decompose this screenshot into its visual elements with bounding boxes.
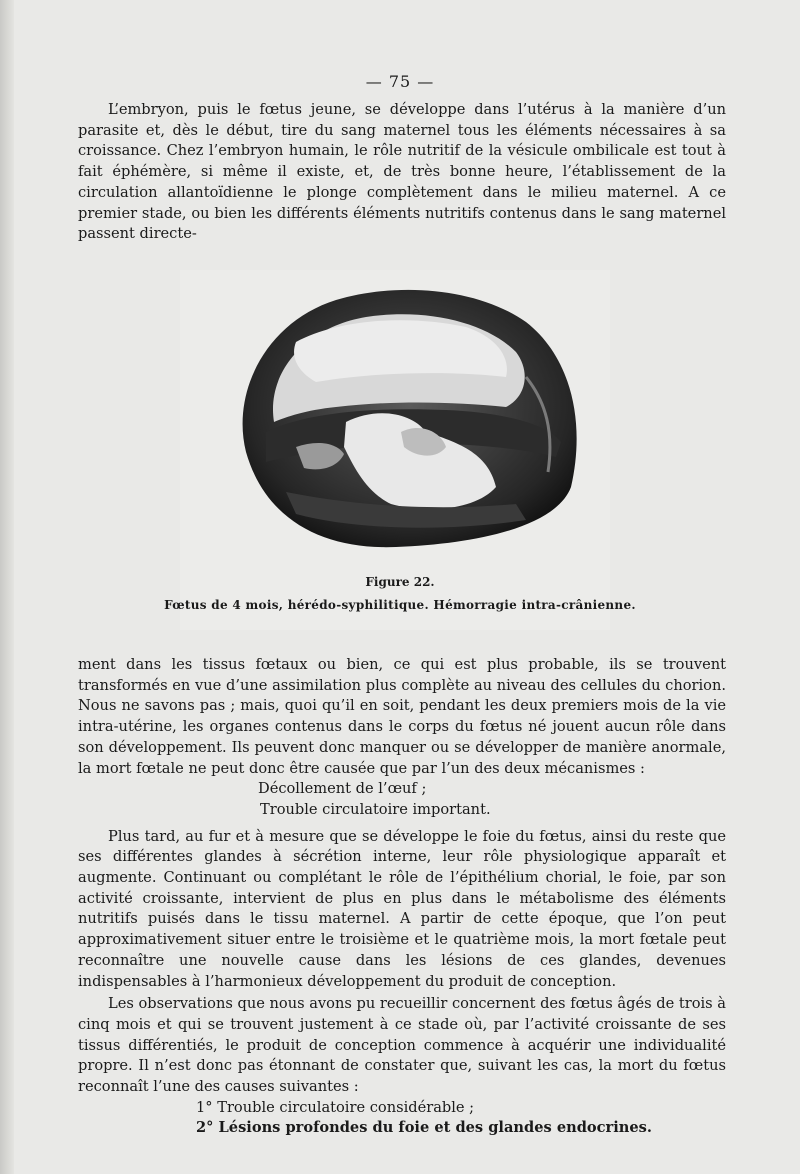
list-item: Trouble circulatoire important.	[260, 800, 491, 818]
paragraph-1: L’embryon, puis le fœtus jeune, se développe dans l’utérus à la manière d’un parasite et, dès le début, tire du sang maternel tous les éléments nécessaires à sa croissance. Chez l’embryon humain, le rôle nutritif de la vésicule ombilicale est tout à fait éphémère, si même il existe, et, de très bonne heure, l’établissement de la circulation allantoïdienne le plonge complètement dans le milieu maternel. A ce premier stade, ou bien les différents éléments nutritifs contenus dans le sang maternel passent directe-	[78, 101, 726, 243]
list-item: Décollement de l’œuf ;	[258, 780, 427, 798]
text-block-bottom	[78, 655, 726, 1139]
paragraph-4: Les observations que nous avons pu recueillir concernent des fœtus âgés de trois à cinq mois et qui se trouvent justement à ce stade où, par l’activité croissante de ses tissus différentiés, le produit de conception commence à acquérir une individualité propre. Il n’est donc pas étonnant de constater que, suivant les cas, la mort du fœtus reconnaît l’une des causes suivantes :	[78, 995, 726, 1096]
page-number: — 75 —	[365, 72, 435, 91]
figure-label: Figure 22.	[365, 575, 435, 589]
paragraph-2: ment dans les tissus fœtaux ou bien, ce qui est plus probable, ils se trouvent transformés en vue d’une assimilation plus complète au niveau des cellules du chorion. Nous ne savons pas ; mais, quoi qu’il en soit, pendant les deux premiers mois de la vie intra-utérine, les organes contenus dans le corps du fœtus né jouent aucun rôle dans son développement. Ils peuvent donc manquer ou se développer de manière anormale, la mort fœtale ne peut donc être causée que par l’un des deux mécanismes :	[78, 656, 726, 777]
figure-photograph	[226, 282, 584, 552]
paragraph-3: Plus tard, au fur et à mesure que se développe le foie du fœtus, ainsi du reste que ses différentes glandes à sécrétion interne, leur rôle physiologique apparaît et augmente. Continuant ou complétant le rôle de l’épithélium chorial, le foie, par son activité croissante, intervient de plus en plus dans le métabolisme des éléments nutritifs puisés dans le tissu maternel. A partir de cette époque, que l’on peut approximativement situer entre le troisième et le quatrième mois, la mort fœtale peut reconnaître une nouvelle cause dans les lésions de ces glandes, devenues indispensables à l’harmonieux développement du produit de conception.	[78, 827, 726, 990]
text-block-top	[78, 100, 726, 245]
list-item: 2° Lésions profondes du foie et des glandes endocrines.	[196, 1119, 652, 1137]
figure-caption: Fœtus de 4 mois, hérédo-syphilitique. Hémorragie intra-crânienne.	[164, 598, 636, 612]
list-item: 1° Trouble circulatoire considérable ;	[196, 1098, 475, 1116]
